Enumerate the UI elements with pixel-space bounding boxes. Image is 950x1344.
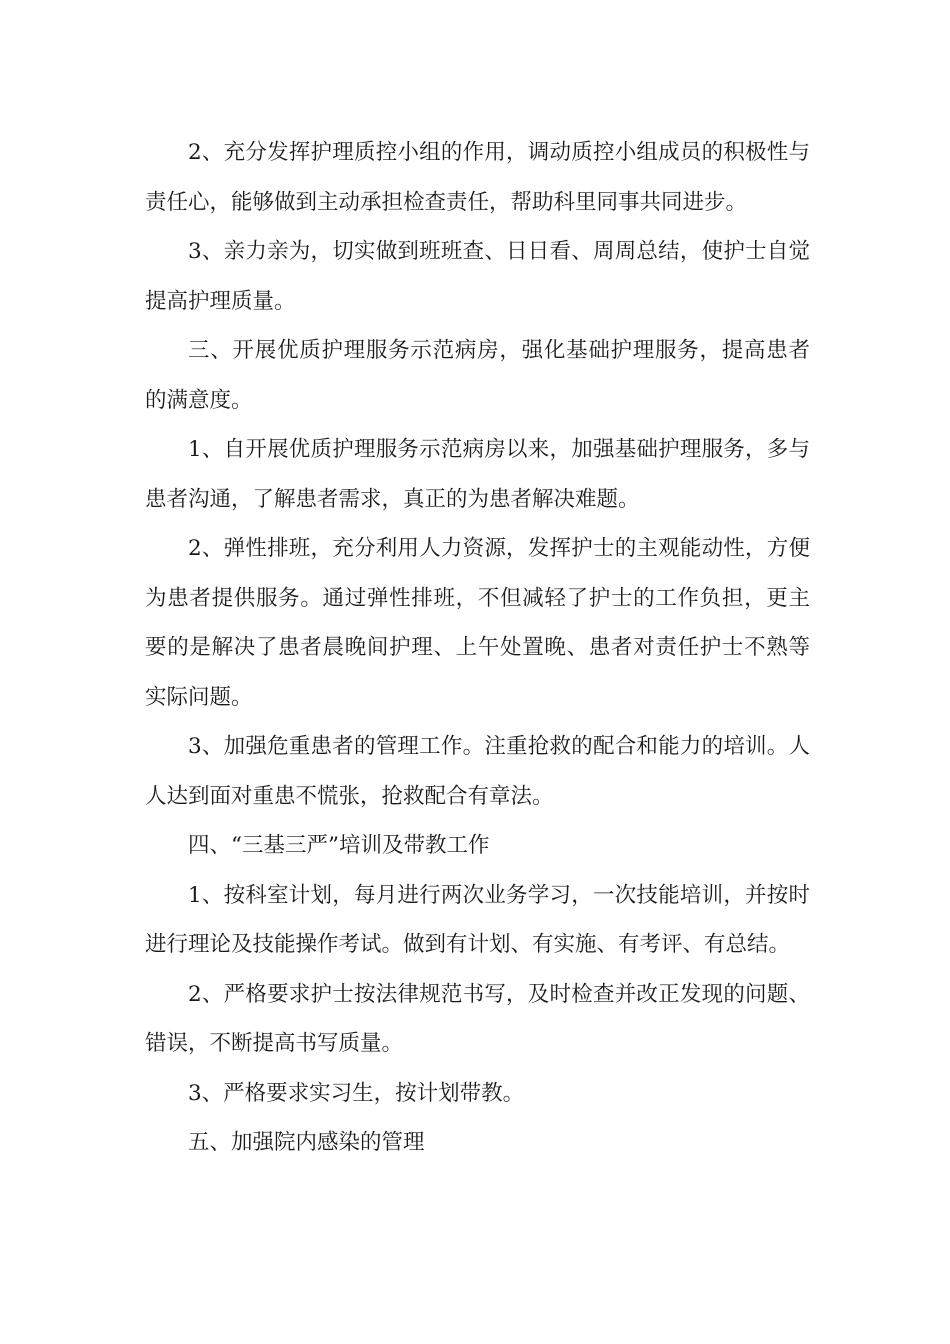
paragraph-writing-standards: 2、严格要求护士按法律规范书写，及时检查并改正发现的问题、错误，不断提高书写质量。 [145, 981, 810, 1056]
section-heading-three: 三、开展优质护理服务示范病房，强化基础护理服务，提高患者的满意度。 [145, 338, 810, 413]
paragraph-daily-checks: 3、亲力亲为，切实做到班班查、日日看、周周总结，使护士自觉提高护理质量。 [145, 239, 810, 314]
paragraph-training-plan: 1、按科室计划，每月进行两次业务学习，一次技能培训，并按时进行理论及技能操作考试。做到有计划、有实施、有考评、有总结。 [145, 882, 810, 957]
paragraph-flexible-scheduling: 2、弹性排班，充分利用人力资源，发挥护士的主观能动性，方便为患者提供服务。通过弹性排班，不但减轻了护士的工作负担，更主要的是解决了患者晨晚间护理、上午处置晚、患者对责任护士不熟等实际问题。 [145, 536, 810, 710]
document-body [145, 128, 810, 1168]
section-heading-four: 四、“三基三严”培训及带教工作 [188, 833, 490, 858]
paragraph-critical-patients: 3、加强危重患者的管理工作。注重抢救的配合和能力的培训。人人达到面对重患不慌张，抢救配合有章法。 [145, 734, 810, 809]
paragraph-basic-nursing: 1、自开展优质护理服务示范病房以来，加强基础护理服务，多与患者沟通，了解患者需求，真正的为患者解决难题。 [145, 437, 810, 512]
paragraph-intern-teaching: 3、严格要求实习生，按计划带教。 [188, 1080, 525, 1106]
section-heading-five: 五、加强院内感染的管理 [188, 1130, 425, 1155]
paragraph-quality-control-group: 2、充分发挥护理质控小组的作用，调动质控小组成员的积极性与责任心，能够做到主动承担检查责任，帮助科里同事共同进步。 [145, 140, 810, 215]
